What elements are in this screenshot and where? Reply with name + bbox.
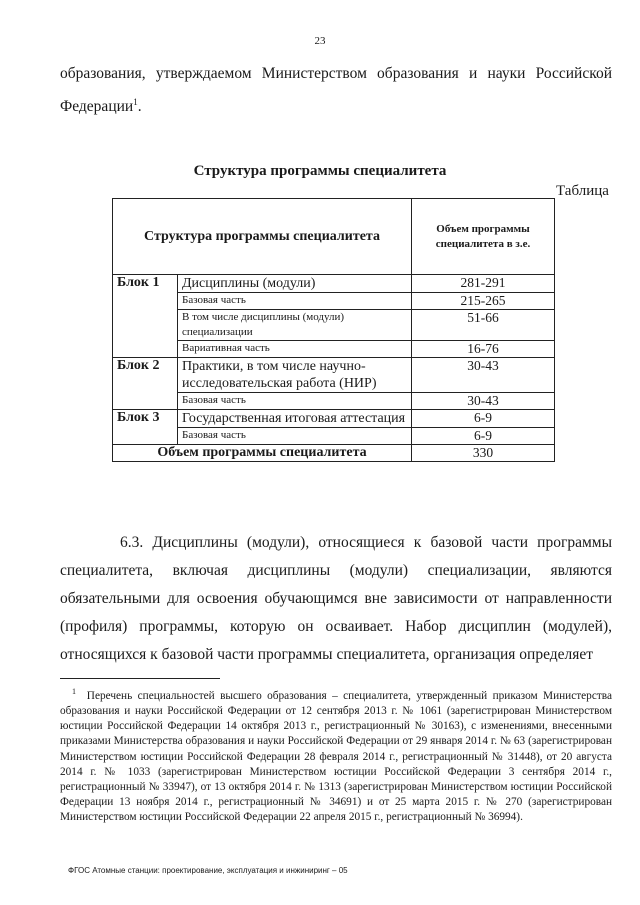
table-row — [113, 275, 555, 293]
table-title: Структура программы специалитета — [193, 163, 447, 179]
credit-value: 281-291 — [412, 275, 555, 293]
header-structure: Структура программы специалитета — [113, 199, 412, 275]
part-name: Базовая часть — [178, 293, 412, 310]
credit-value: 6-9 — [412, 428, 555, 445]
intro-paragraph: образования, утверждаемом Министерством образования и науки Российской Федерации$^1$. — [60, 65, 612, 116]
total-value: 330 — [412, 445, 555, 462]
table-row — [113, 428, 555, 445]
part-name: Базовая часть — [178, 393, 412, 410]
block-name: Блок 2 — [113, 358, 178, 410]
table-header-row — [113, 199, 555, 275]
footnote-marker: 1 — [72, 687, 76, 696]
credit-value: 30-43 — [412, 358, 555, 393]
table-row — [113, 393, 555, 410]
table-row — [113, 410, 555, 428]
section-name: Практики, в том числе научно-исследовательская работа (НИР) — [178, 358, 412, 393]
table-row — [113, 341, 555, 358]
header-volume: Объем программы специалитета в з.е. — [412, 199, 555, 275]
credit-value: 30-43 — [412, 393, 555, 410]
page-footer: ФГОС Атомные станции: проектирование, эксплуатация и инжиниринг – 05 — [68, 866, 348, 875]
section-name: Государственная итоговая аттестация — [178, 410, 412, 428]
credit-value: 6-9 — [412, 410, 555, 428]
table-row — [113, 293, 555, 310]
credit-value: 215-265 — [412, 293, 555, 310]
credit-value: 16-76 — [412, 341, 555, 358]
part-name: В том числе дисциплины (модули) специализации — [178, 310, 412, 341]
block-name: Блок 3 — [113, 410, 178, 445]
part-name: Вариативная часть — [178, 341, 412, 358]
program-structure-table — [112, 198, 555, 462]
total-label: Объем программы специалитета — [113, 445, 412, 462]
footnote-text: Перечень специальностей высшего образования – специалитета, утвержденный приказом Министерства образования и науки Российской Федерации от 12 сентября 2013 г. № 1061 (зарегистрирован Министерством юстиции Российской Федерации 14 октября 2013 г., регистрационный № 30163), с изменениями, внесенными приказами Министерства образования и науки Российской Федерации от 29 января 2014 г. № 63 (зарегистрирован Министерством юстиции Российской Федерации 28 февраля 2014 г., регистрационный № 31448), от 20 августа 2014 г. № 1033 (зарегистрирован Министерством юстиции Российской Федерации 3 сентября 2014 г., регистрационный № 33947), от 13 октября 2014 г. № 1313 (зарегистрирован Министерством юстиции Российской Федерации 13 ноября 2014 г., регистрационный № 34691) и от 25 марта 2015 г. № 270 (зарегистрирован Министерством юстиции Российской Федерации 22 апреля 2015 г., регистрационный № 36994). — [60, 689, 612, 824]
footnote — [60, 684, 612, 826]
body-paragraph: 6.3. Дисциплины (модули), относящиеся к базовой части программы специалитета, включая дисциплины (модули) специализации, являются обязательными для освоения обучающимся вне зависимости от направленности (профиля) программы, которую он осваивает. Набор дисциплин (модулей), относящихся к базовой части программы специалитета, организация определяет — [60, 534, 612, 663]
intro-text: образования, утверждаемом Министерством образования и науки Российской Федерации — [60, 65, 612, 116]
footnote-reference[interactable]: 1 — [133, 97, 138, 107]
total-row — [113, 445, 555, 462]
part-name: Базовая часть — [178, 428, 412, 445]
body-section — [60, 529, 612, 669]
page-number: 23 — [314, 35, 326, 47]
block-name: Блок 1 — [113, 275, 178, 358]
table-label: Таблица — [556, 183, 609, 199]
section-name: Дисциплины (модули) — [178, 275, 412, 293]
credit-value: 51-66 — [412, 310, 555, 341]
footnote-divider — [60, 678, 220, 679]
table-row — [113, 310, 555, 341]
table-body — [113, 275, 555, 462]
table-row — [113, 358, 555, 393]
